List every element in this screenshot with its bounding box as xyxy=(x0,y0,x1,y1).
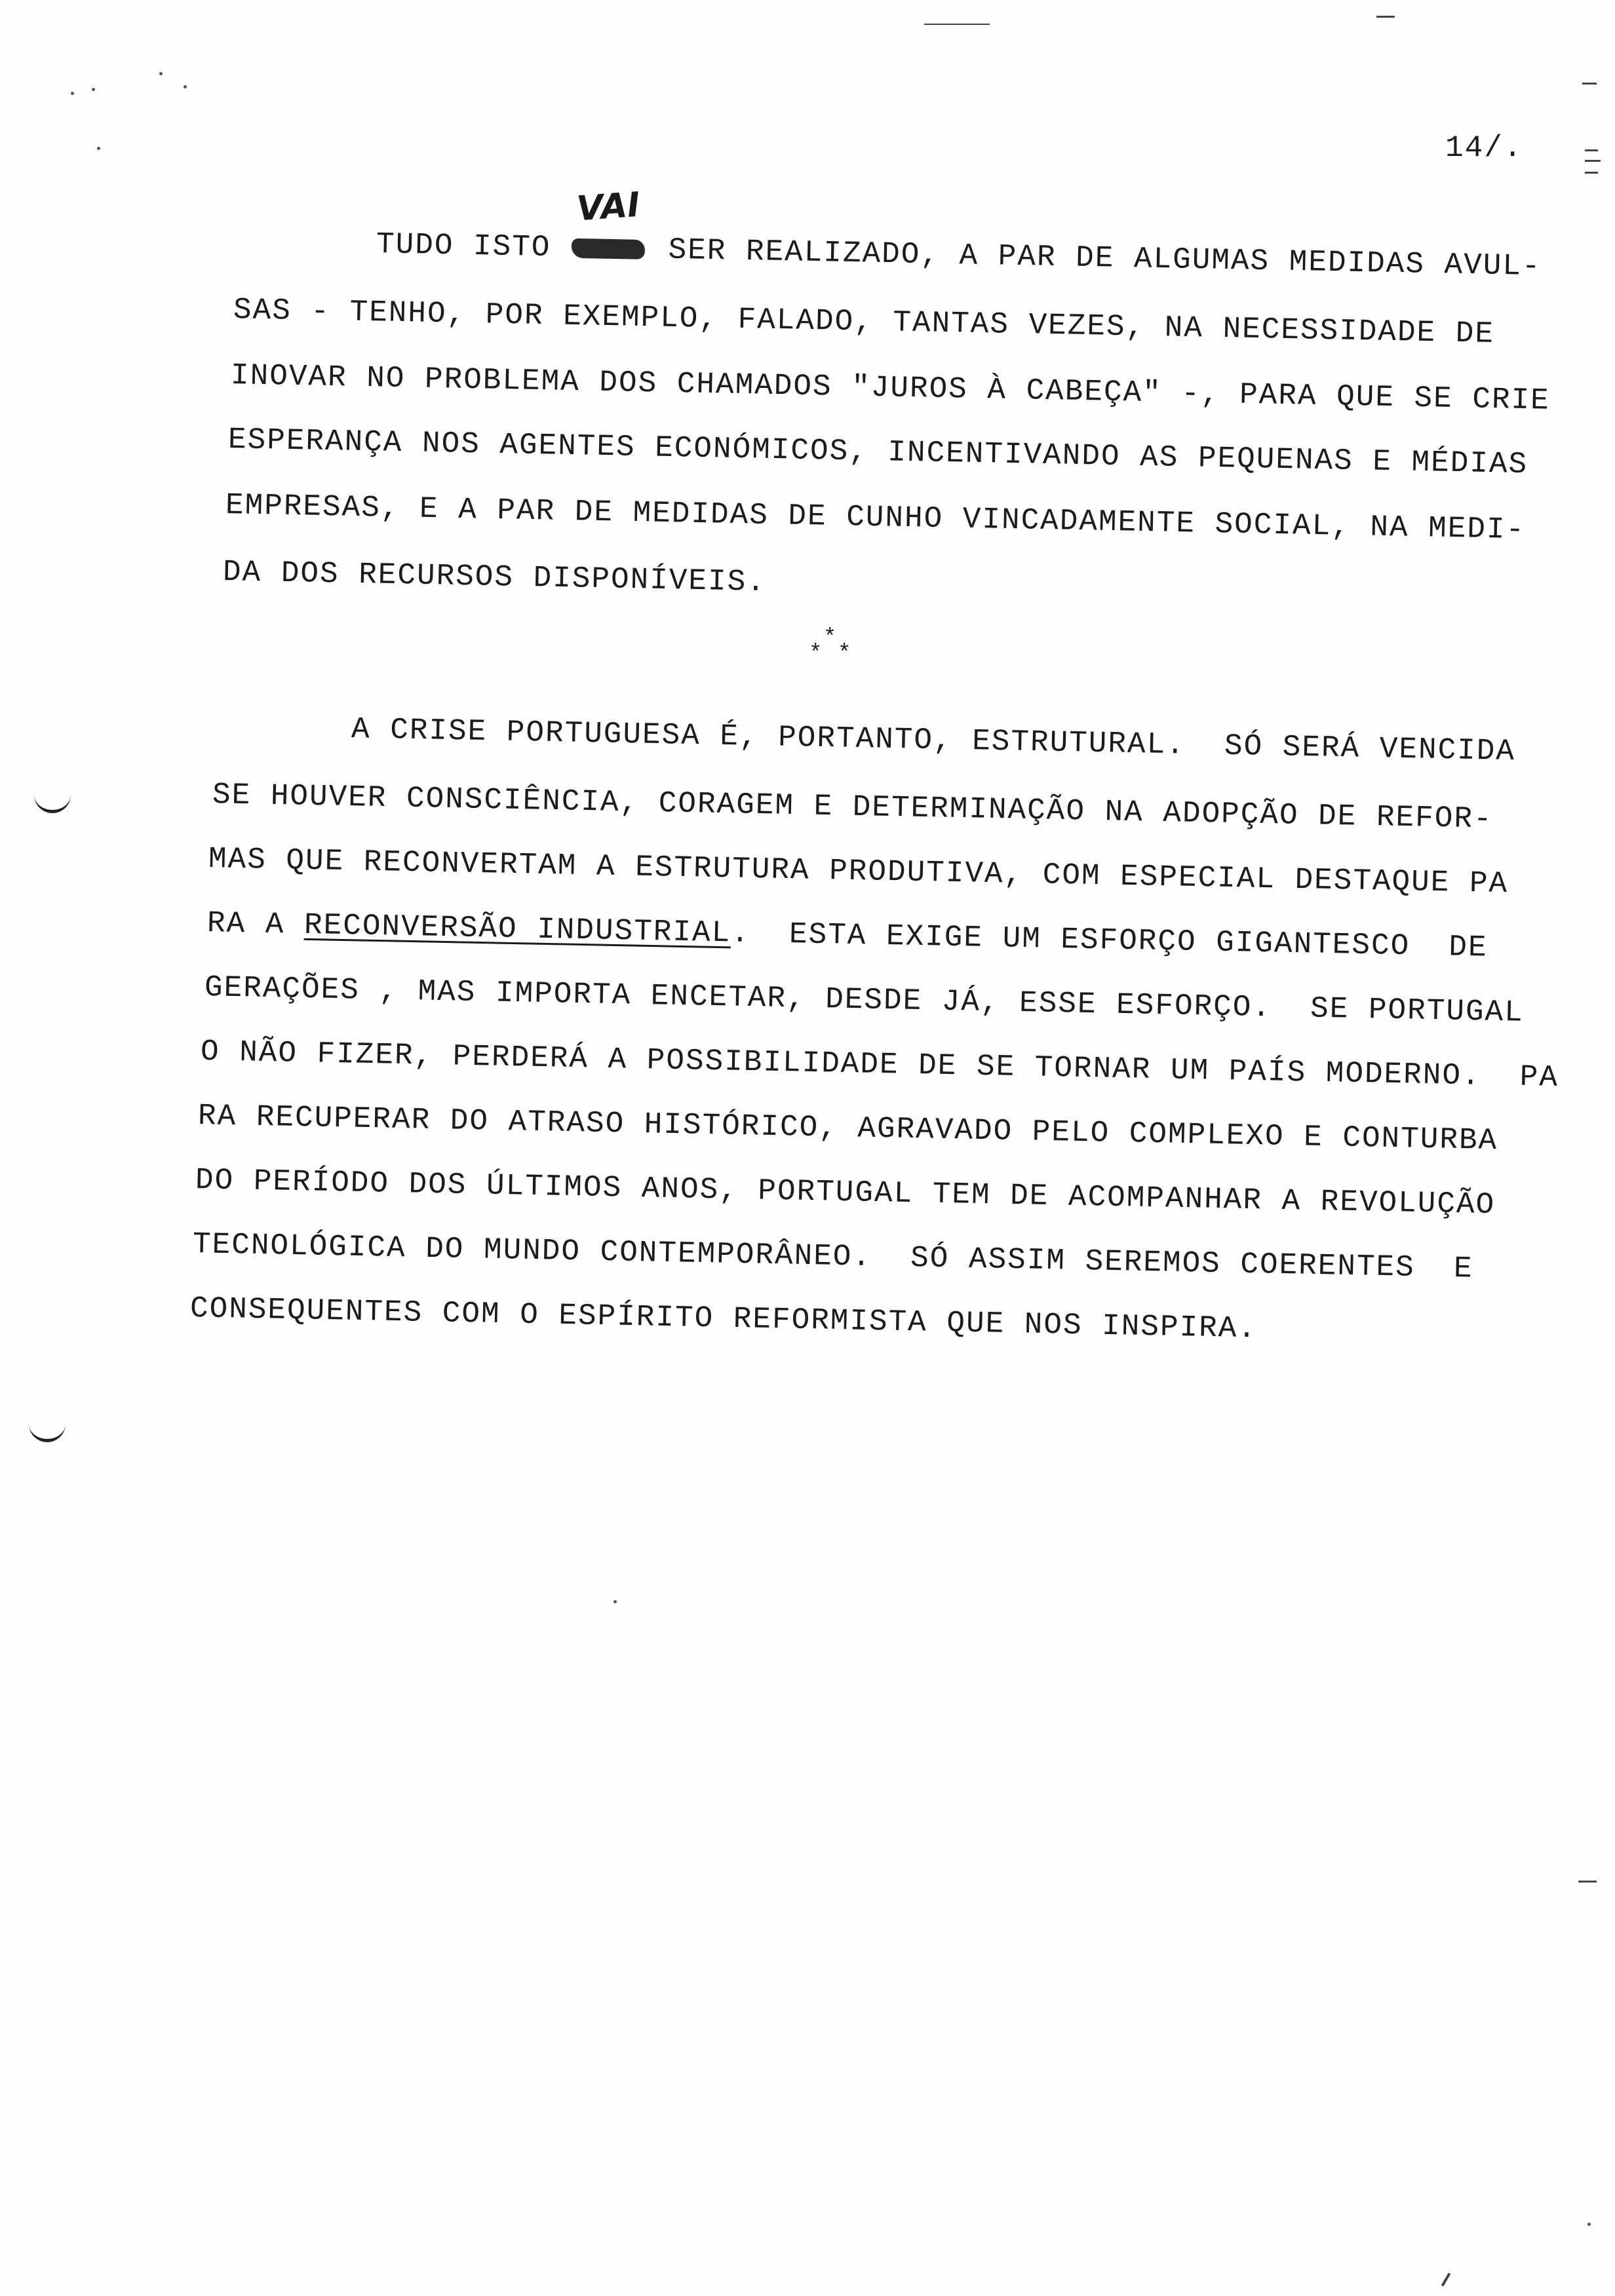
text-fragment: RA A xyxy=(206,906,305,942)
handwritten-correction: VAI xyxy=(575,185,642,229)
paragraph-2-line-9 xyxy=(193,1229,1473,1284)
scan-mark xyxy=(1441,2272,1450,2286)
text-fragment: DA DOS RECURSOS DISPONÍVEIS. xyxy=(222,555,767,600)
paragraph-2-line-10 xyxy=(189,1292,1258,1347)
paragraph-2-line-5 xyxy=(204,972,1525,1028)
text-fragment: INOVAR NO PROBLEMA DOS CHAMADOS "JUROS À CABEÇA" -, PARA QUE SE CRIE xyxy=(230,358,1551,418)
section-separator xyxy=(809,626,855,672)
scan-mark xyxy=(924,24,990,25)
scan-speck xyxy=(1587,2223,1591,2226)
asterisk: * xyxy=(809,641,823,666)
crossed-out-word xyxy=(572,239,646,259)
scan-mark xyxy=(1585,172,1598,174)
text-fragment: DO PERÍODO DOS ÚLTIMOS ANOS, PORTUGAL TEM DE ACOMPANHAR A REVOLUÇÃO xyxy=(195,1163,1496,1223)
text-fragment: ESPERANÇA NOS AGENTES ECONÓMICOS, INCENTIVANDO AS PEQUENAS E MÉDIAS xyxy=(227,423,1528,482)
paragraph-1-line-3 xyxy=(231,360,1551,416)
paragraph-2-line-8 xyxy=(195,1163,1496,1223)
text-fragment: SE HOUVER CONSCIÊNCIA, CORAGEM E DETERMINAÇÃO NA ADOPÇÃO DE REFOR- xyxy=(212,778,1494,837)
paragraph-1-line-2 xyxy=(233,295,1495,349)
paragraph-1-line-4 xyxy=(228,425,1528,480)
text-fragment: TECNOLÓGICA DO MUNDO CONTEMPORÂNEO. SÓ ASSIM SEREMOS COERENTES E xyxy=(192,1227,1474,1286)
paragraph-1-line-5 xyxy=(225,488,1526,548)
text-fragment: MAS QUE RECONVERTAM A ESTRUTURA PRODUTIVA, COM ESPECIAL DESTAQUE PA xyxy=(208,842,1509,902)
text-fragment: CONSEQUENTES COM O ESPÍRITO REFORMISTA QUE NOS INSPIRA. xyxy=(189,1292,1258,1347)
emphasized-phrase: RECONVERSÃO INDUSTRIAL xyxy=(303,908,731,951)
scan-mark xyxy=(1578,1881,1597,1883)
paragraph-2-line-2 xyxy=(212,780,1493,835)
scan-speck xyxy=(71,92,74,95)
paragraph-2-line-3 xyxy=(208,842,1509,902)
text-fragment: RA RECUPERAR DO ATRASO HISTÓRICO, AGRAVADO PELO COMPLEXO E CONTURBA xyxy=(197,1099,1498,1158)
text-fragment: TUDO ISTO xyxy=(376,227,571,265)
paragraph-2-line-6 xyxy=(201,1037,1559,1093)
scan-mark xyxy=(1585,149,1598,151)
page-number: 14/. xyxy=(1445,131,1523,165)
paragraph-2-line-7 xyxy=(198,1101,1498,1156)
paragraph-1-line-6 xyxy=(223,557,767,598)
paragraph-2-line-4 xyxy=(207,908,1488,963)
scan-mark xyxy=(1585,160,1601,162)
text-fragment: GERAÇÕES , MAS IMPORTA ENCETAR, DESDE JÁ, ESSE ESFORÇO. SE PORTUGAL xyxy=(204,970,1525,1030)
margin-bracket xyxy=(34,793,71,813)
margin-bracket xyxy=(29,1422,66,1442)
scan-mark xyxy=(1376,16,1395,18)
text-fragment: EMPRESAS, E A PAR DE MEDIDAS DE CUNHO VINCADAMENTE SOCIAL, NA MEDI- xyxy=(225,488,1526,548)
text-fragment: SER REALIZADO, A PAR DE ALGUMAS MEDIDAS AVUL- xyxy=(648,232,1542,284)
scan-mark xyxy=(1582,83,1597,85)
asterisk: * xyxy=(823,626,837,651)
scan-speck xyxy=(97,147,100,150)
text-fragment: SAS - TENHO, POR EXEMPLO, FALADO, TANTAS VEZES, NA NECESSIDADE DE xyxy=(233,293,1495,351)
text-fragment: . ESTA EXIGE UM ESFORÇO GIGANTESCO DE xyxy=(730,916,1489,965)
paragraph-2-line-1 xyxy=(351,714,1516,767)
text-fragment: O NÃO FIZER, PERDERÁ A POSSIBILIDADE DE SE TORNAR UM PAÍS MODERNO. PA xyxy=(200,1035,1559,1095)
scan-speck xyxy=(92,88,95,91)
scan-speck xyxy=(184,85,187,88)
paragraph-1-line-1 xyxy=(376,229,1542,282)
scan-speck xyxy=(613,1600,617,1603)
text-fragment: A CRISE PORTUGUESA É, PORTANTO, ESTRUTURAL. SÓ SERÁ VENCIDA xyxy=(351,712,1516,769)
scan-speck xyxy=(159,72,163,75)
asterisk: * xyxy=(838,641,851,666)
